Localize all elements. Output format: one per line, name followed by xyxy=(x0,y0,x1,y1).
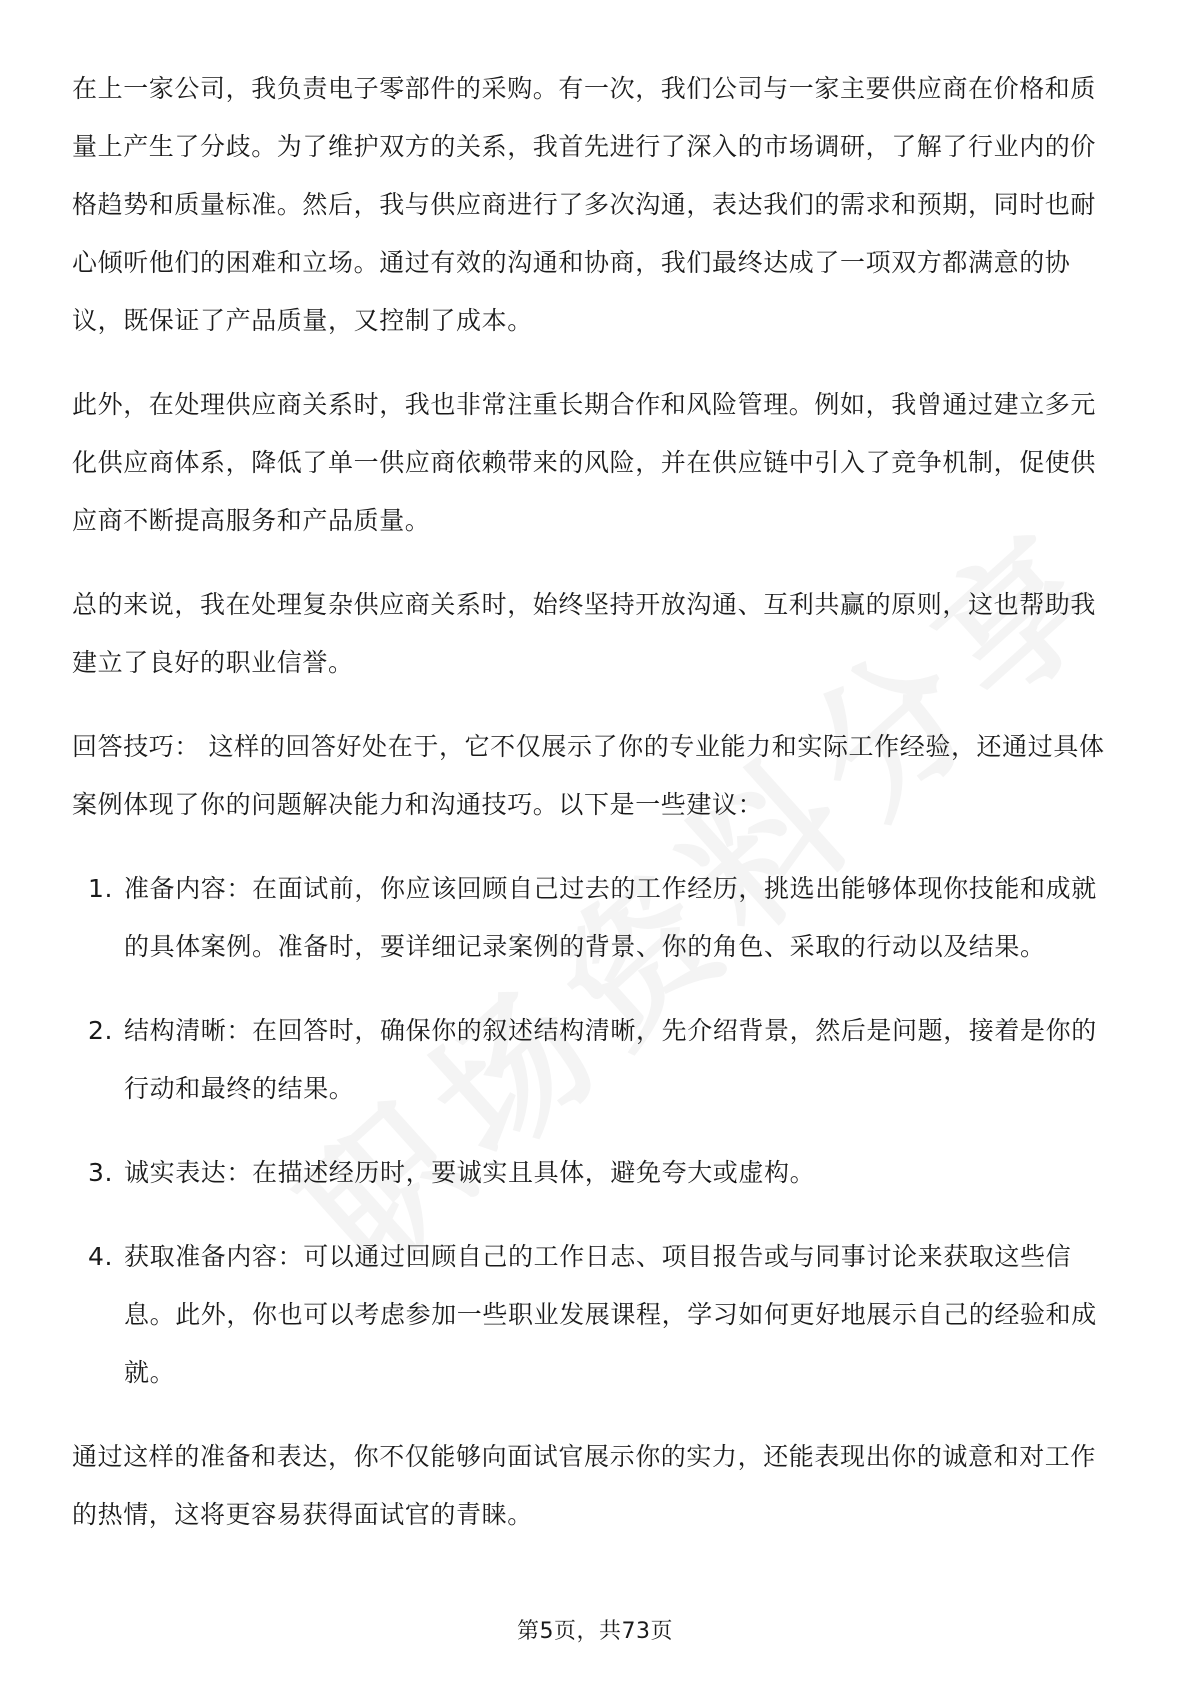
list-number: 1. xyxy=(88,874,114,903)
list-item-text: 获取准备内容：可以通过回顾自己的工作日志、项目报告或与同事讨论来获取这些信息。此外，你也可以考虑参加一些职业发展课程，学习如何更好地展示自己的经验和成就。 xyxy=(124,1242,1097,1387)
list-item xyxy=(72,1002,1118,1118)
paragraph-summary: 总的来说，我在处理复杂供应商关系时，始终坚持开放沟通、互利共赢的原则，这也帮助我建立了良好的职业信誉。 xyxy=(72,590,1097,677)
list-number: 2. xyxy=(88,1016,114,1045)
paragraph-answer-tips: 回答技巧： 这样的回答好处在于，它不仅展示了你的专业能力和实际工作经验，还通过具体案例体现了你的问题解决能力和沟通技巧。以下是一些建议： xyxy=(72,732,1105,819)
paragraph-experience: 在上一家公司，我负责电子零部件的采购。有一次，我们公司与一家主要供应商在价格和质量上产生了分歧。为了维护双方的关系，我首先进行了深入的市场调研，了解了行业内的价格趋势和质量标准。然后，我与供应商进行了多次沟通，表达我们的需求和预期，同时也耐心倾听他们的困难和立场。通过有效的沟通和协商，我们最终达成了一项双方都满意的协议，既保证了产品质量，又控制了成本。 xyxy=(72,74,1097,335)
list-number: 4. xyxy=(88,1242,114,1271)
tips-list xyxy=(72,860,1118,1402)
list-item-text: 准备内容：在面试前，你应该回顾自己过去的工作经历，挑选出能够体现你技能和成就的具体案例。准备时，要详细记录案例的背景、你的角色、采取的行动以及结果。 xyxy=(124,874,1097,961)
paragraph-conclusion: 通过这样的准备和表达，你不仅能够向面试官展示你的实力，还能表现出你的诚意和对工作的热情，这将更容易获得面试官的青睐。 xyxy=(72,1442,1097,1529)
list-item xyxy=(72,1144,1118,1202)
list-item xyxy=(72,860,1118,976)
list-item-text: 结构清晰：在回答时，确保你的叙述结构清晰，先介绍背景，然后是问题，接着是你的行动和最终的结果。 xyxy=(124,1016,1097,1103)
page-number-footer: 第5页，共73页 xyxy=(517,1619,673,1644)
paragraph-risk-management: 此外，在处理供应商关系时，我也非常注重长期合作和风险管理。例如，我曾通过建立多元化供应商体系，降低了单一供应商依赖带来的风险，并在供应链中引入了竞争机制，促使供应商不断提高服务和产品质量。 xyxy=(72,390,1097,535)
list-item-text: 诚实表达：在描述经历时，要诚实且具体，避免夸大或虚构。 xyxy=(124,1158,816,1187)
list-number: 3. xyxy=(88,1158,114,1187)
document-body xyxy=(72,60,1118,1570)
list-item xyxy=(72,1228,1118,1402)
